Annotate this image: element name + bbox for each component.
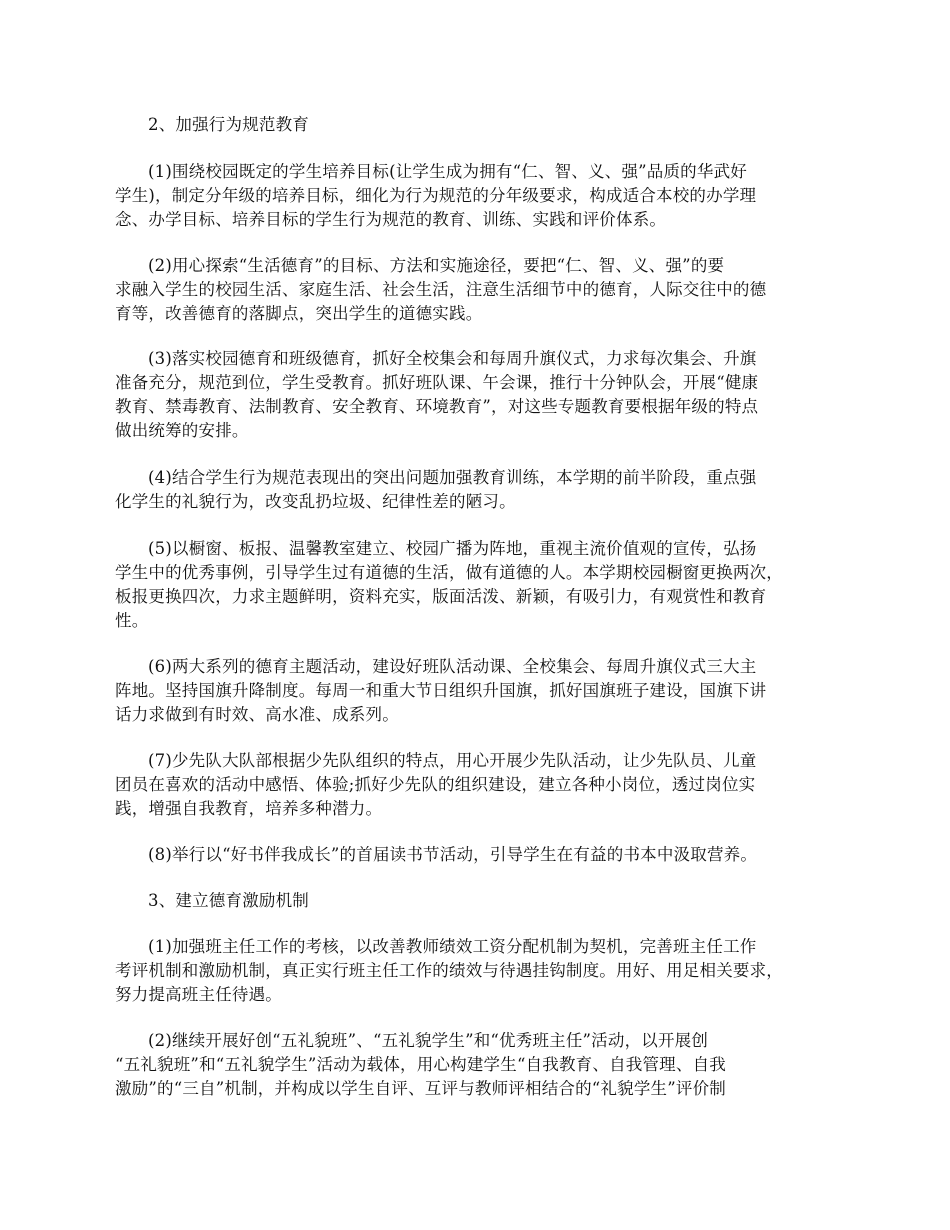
paragraph-line: (2)继续开展好创“五礼貌班”、“五礼貌学生”和“优秀班主任”活动，以开展创 — [148, 1031, 709, 1050]
paragraph-line: (3)落实校园德育和班级德育，抓好全校集会和每周升旗仪式，力求每次集会、升旗 — [148, 349, 757, 368]
paragraph-2-5 — [115, 537, 855, 633]
heading-text: 2、加强行为规范教育 — [148, 115, 309, 134]
paragraph-line: 做出统筹的安排。 — [115, 421, 249, 440]
paragraph-2-4 — [115, 466, 855, 514]
paragraph-line: 念、办学目标、培养目标的学生行为规范的教育、训练、实践和评价体系。 — [115, 210, 667, 229]
paragraph-line: (7)少先队大队部根据少先队组织的特点，用心开展少先队活动，让少先队员、儿童 — [148, 751, 757, 770]
paragraph-line: 准备充分，规范到位，学生受教育。抓好班队课、午会课，推行十分钟队会，开展“健康 — [115, 373, 759, 392]
paragraph-2-8 — [115, 843, 855, 867]
paragraph-line: 性。 — [115, 611, 149, 630]
paragraph-line: 团员在喜欢的活动中感悟、体验;抓好少先队的组织建设，建立各种小岗位，透过岗位实 — [115, 775, 756, 794]
paragraph-line: 学生)，制定分年级的培养目标，细化为行为规范的分年级要求，构成适合本校的办学理 — [115, 186, 757, 205]
paragraph-2-7 — [115, 749, 855, 821]
paragraph-line: (4)结合学生行为规范表现出的突出问题加强教育训练，本学期的前半阶段，重点强 — [148, 468, 757, 487]
paragraph-3-2 — [115, 1029, 855, 1101]
paragraph-line: 话力求做到有时效、高水准、成系列。 — [115, 705, 399, 724]
heading-text: 3、建立德育激励机制 — [148, 891, 309, 910]
paragraph-line: 践，增强自我教育，培养多种潜力。 — [115, 799, 383, 818]
paragraph-3-1 — [115, 935, 855, 1007]
paragraph-line: 育等，改善德育的落脚点，突出学生的道德实践。 — [115, 304, 483, 323]
section-2-heading — [115, 113, 855, 137]
paragraph-line: 求融入学生的校园生活、家庭生活、社会生活，注意生活细节中的德育，人际交往中的德 — [115, 280, 767, 299]
paragraph-2-2 — [115, 254, 855, 326]
paragraph-line: 努力提高班主任待遇。 — [115, 985, 282, 1004]
paragraph-line: (1)加强班主任工作的考核，以改善教师绩效工资分配机制为契机，完善班主任工作 — [148, 937, 757, 956]
paragraph-line: (6)两大系列的德育主题活动，建设好班队活动课、全校集会、每周升旗仪式三大主 — [148, 657, 757, 676]
paragraph-line: 板报更换四次，力求主题鲜明，资料充实，版面活泼、新颖，有吸引力，有观赏性和教育 — [115, 587, 767, 606]
paragraph-line: 阵地。坚持国旗升降制度。每周一和重大节日组织升国旗，抓好国旗班子建设，国旗下讲 — [115, 681, 767, 700]
paragraph-line: (5)以橱窗、板报、温馨教室建立、校园广播为阵地，重视主流价值观的宣传，弘扬 — [148, 539, 757, 558]
paragraph-2-1 — [115, 160, 855, 232]
paragraph-2-6 — [115, 655, 855, 727]
paragraph-line: (2)用心探索“生活德育”的目标、方法和实施途径，要把“仁、智、义、强”的要 — [148, 256, 725, 275]
paragraph-line: 激励”的“三自”机制，并构成以学生自评、互评与教师评相结合的“礼貌学生”评价制 — [115, 1079, 726, 1098]
section-3-heading — [115, 889, 855, 913]
paragraph-line: 化学生的礼貌行为，改变乱扔垃圾、纪律性差的陋习。 — [115, 492, 516, 511]
paragraph-line: 学生中的优秀事例，引导学生过有道德的生活，做有道德的人。本学期校园橱窗更换两次， — [115, 563, 783, 582]
paragraph-line: 考评机制和激励机制，真正实行班主任工作的绩效与待遇挂钩制度。用好、用足相关要求， — [115, 961, 783, 980]
paragraph-line: (8)举行以“好书伴我成长”的首届读书节活动，引导学生在有益的书本中汲取营养。 — [148, 845, 758, 864]
paragraph-2-3 — [115, 347, 855, 443]
paragraph-line: (1)围绕校园既定的学生培养目标(让学生成为拥有“仁、智、义、强”品质的华武好 — [148, 162, 747, 181]
paragraph-line: “五礼貌班”和“五礼貌学生”活动为载体，用心构建学生“自我教育、自我管理、自我 — [115, 1055, 726, 1074]
paragraph-line: 教育、禁毒教育、法制教育、安全教育、环境教育”，对这些专题教育要根据年级的特点 — [115, 397, 759, 416]
